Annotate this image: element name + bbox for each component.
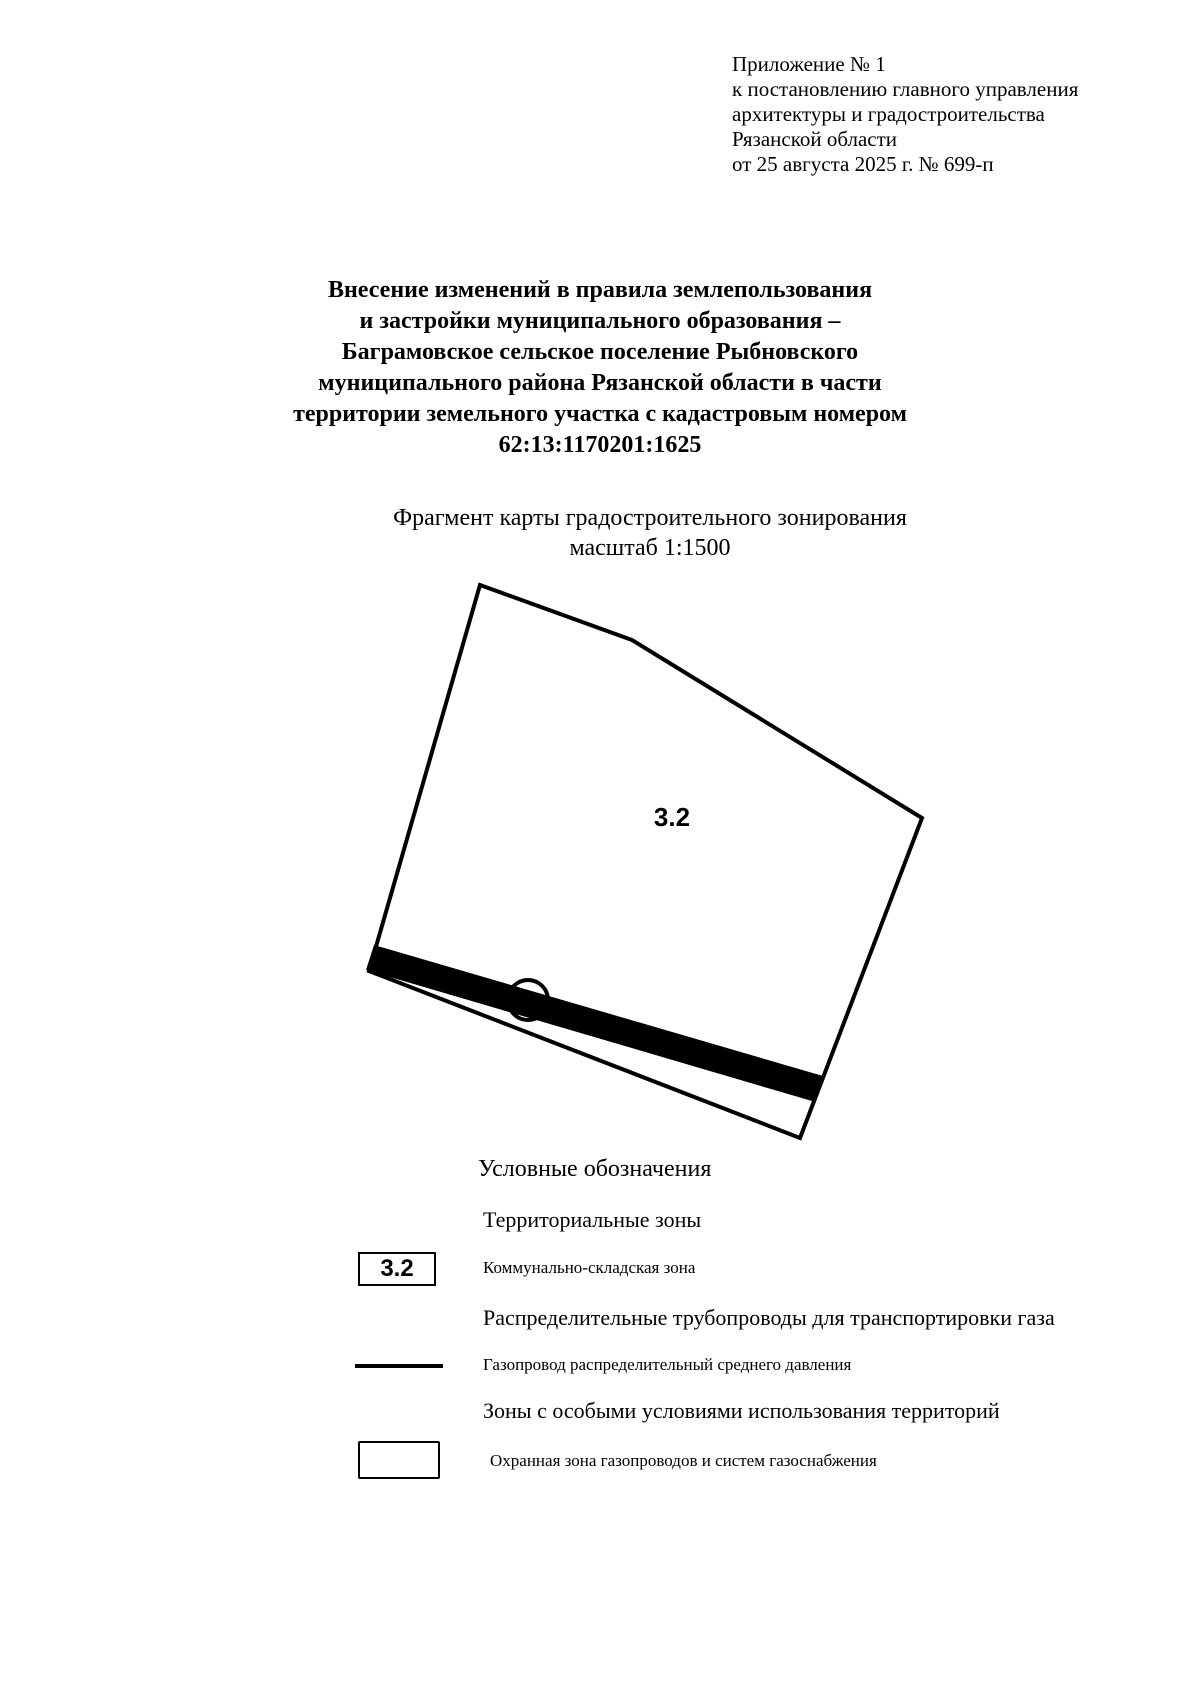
appendix-line: от 25 августа 2025 г. № 699-п <box>732 152 994 176</box>
legend-item-protection-zone: Охранная зона газопроводов и систем газоснабжения <box>490 1451 877 1470</box>
title-line: 62:13:1170201:1625 <box>498 432 702 458</box>
parcel-outline <box>369 585 922 1138</box>
legend-title: Условные обозначения <box>478 1156 712 1182</box>
subtitle-line: Фрагмент карты градостроительного зонирования <box>393 505 907 531</box>
title-line: Внесение изменений в правила землепользования <box>327 277 873 303</box>
gas-pipeline-band <box>366 945 823 1101</box>
scale-label: масштаб 1:1500 <box>569 535 731 561</box>
appendix-line: к постановлению главного управления <box>732 77 1079 101</box>
appendix-line: Рязанской области <box>732 127 898 151</box>
legend-heading-territorial-zones: Территориальные зоны <box>483 1207 702 1232</box>
legend-swatch-pipeline <box>355 1364 443 1368</box>
legend-swatch-protection-zone <box>358 1441 440 1479</box>
title-line: муниципального района Рязанской области в части <box>318 370 882 396</box>
title-line: и застройки муниципального образования – <box>359 308 841 334</box>
appendix-line: Приложение № 1 <box>732 52 886 76</box>
legend-heading-special-zones: Зоны с особыми условиями использования территорий <box>483 1398 1000 1423</box>
legend-item-communal-zone: Коммунально-складская зона <box>483 1258 696 1277</box>
legend-heading-gas-pipelines: Распределительные трубопроводы для транспортировки газа <box>483 1305 1055 1330</box>
legend-swatch-zone <box>358 1252 436 1286</box>
appendix-line: архитектуры и градостроительства <box>732 102 1045 126</box>
title-line: Баграмовское сельское поселение Рыбновского <box>341 339 859 365</box>
zone-code-label: 3.2 <box>653 802 691 832</box>
legend-zone-code: 3.2 <box>380 1255 414 1282</box>
legend-item-gas-pipeline: Газопровод распределительный среднего давления <box>483 1355 852 1374</box>
title-line: территории земельного участка с кадастровым номером <box>293 401 907 427</box>
